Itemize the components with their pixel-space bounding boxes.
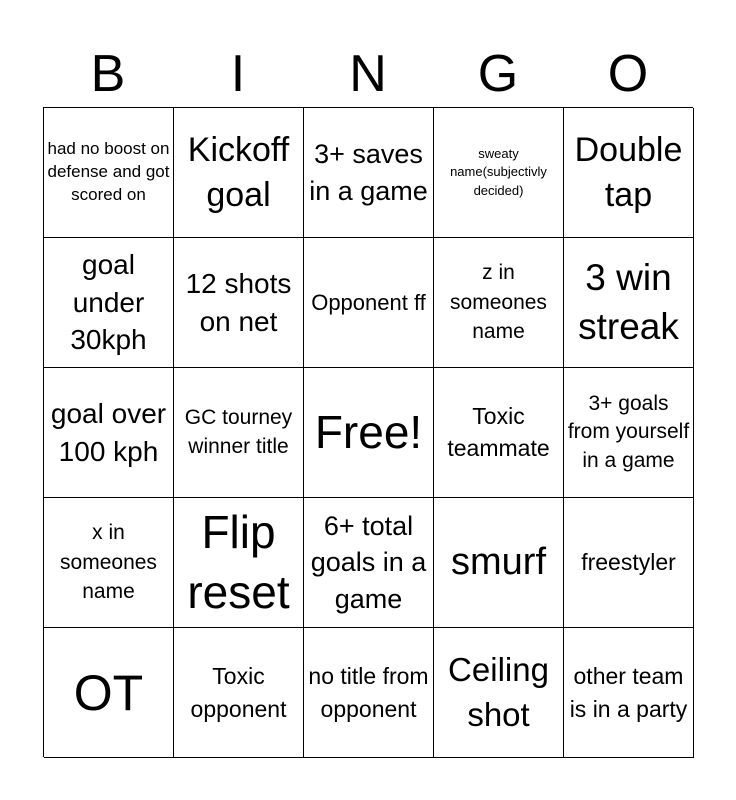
cell-label: freestyler	[581, 548, 676, 575]
bingo-cell-r2c1[interactable]	[44, 238, 174, 368]
bingo-cell-r5c2[interactable]	[174, 628, 304, 758]
bingo-cell-r2c5[interactable]	[564, 238, 694, 368]
bingo-cell-r1c3[interactable]	[304, 108, 434, 238]
bingo-header	[43, 40, 693, 108]
cell-label: 3+ saves in a game	[309, 139, 428, 206]
header-letter-b: B	[90, 45, 126, 103]
cell-label: Toxic opponent	[190, 663, 287, 722]
cell-label: smurf	[451, 540, 546, 583]
cell-label: OT	[73, 664, 144, 721]
bingo-cell-r2c4[interactable]	[434, 238, 564, 368]
bingo-cell-r4c3[interactable]	[304, 498, 434, 628]
bingo-cell-r4c1[interactable]	[44, 498, 174, 628]
cell-label: sweaty name(subjectivly decided)	[450, 146, 547, 198]
cell-label: Free!	[314, 405, 423, 458]
cell-label: other team is in a party	[569, 663, 688, 722]
bingo-cell-r3c1[interactable]	[44, 368, 174, 498]
cell-label: Kickoff goal	[187, 131, 290, 214]
cell-label: 6+ total goals in a game	[310, 510, 427, 614]
cell-label: 12 shots on net	[185, 267, 292, 337]
header-letter-i: I	[230, 45, 246, 103]
bingo-cell-r5c5[interactable]	[564, 628, 694, 758]
cell-label: Ceiling shot	[448, 650, 549, 733]
cell-label: Flip reset	[187, 505, 290, 618]
bingo-cell-r4c4[interactable]	[434, 498, 564, 628]
bingo-cell-r2c3[interactable]	[304, 238, 434, 368]
cell-label: GC tourney winner title	[184, 406, 293, 458]
bingo-cell-r4c2[interactable]	[174, 498, 304, 628]
cell-label: 3+ goals from yourself in a game	[567, 391, 690, 472]
header-letter-o: O	[607, 45, 649, 103]
cell-label: x in someones name	[60, 521, 157, 604]
cell-label: no title from opponent	[308, 663, 429, 722]
cell-label: z in someones name	[450, 261, 547, 344]
bingo-board	[43, 107, 693, 757]
cell-label: 3 win streak	[578, 257, 679, 347]
cell-label: Opponent ff	[311, 289, 426, 315]
bingo-cell-r3c5[interactable]	[564, 368, 694, 498]
bingo-cell-r5c3[interactable]	[304, 628, 434, 758]
cell-label: goal over 100 kph	[50, 397, 167, 467]
bingo-cell-r5c1[interactable]	[44, 628, 174, 758]
cell-label: had no boost on defense and got scored on	[47, 139, 170, 204]
bingo-cell-r3c4[interactable]	[434, 368, 564, 498]
bingo-cell-r1c4[interactable]	[434, 108, 564, 238]
bingo-cell-r3c3[interactable]	[304, 368, 434, 498]
bingo-cell-r4c5[interactable]	[564, 498, 694, 628]
bingo-cell-r1c5[interactable]	[564, 108, 694, 238]
header-letter-n: N	[349, 45, 387, 103]
header-letter-g: G	[477, 45, 519, 103]
bingo-cell-r2c2[interactable]	[174, 238, 304, 368]
cell-label: Toxic teammate	[447, 403, 550, 461]
cell-label: Double tap	[574, 131, 683, 214]
cell-label: goal under 30kph	[70, 248, 147, 356]
bingo-cell-r3c2[interactable]	[174, 368, 304, 498]
bingo-cell-r5c4[interactable]	[434, 628, 564, 758]
bingo-cell-r1c2[interactable]	[174, 108, 304, 238]
bingo-cell-r1c1[interactable]	[44, 108, 174, 238]
